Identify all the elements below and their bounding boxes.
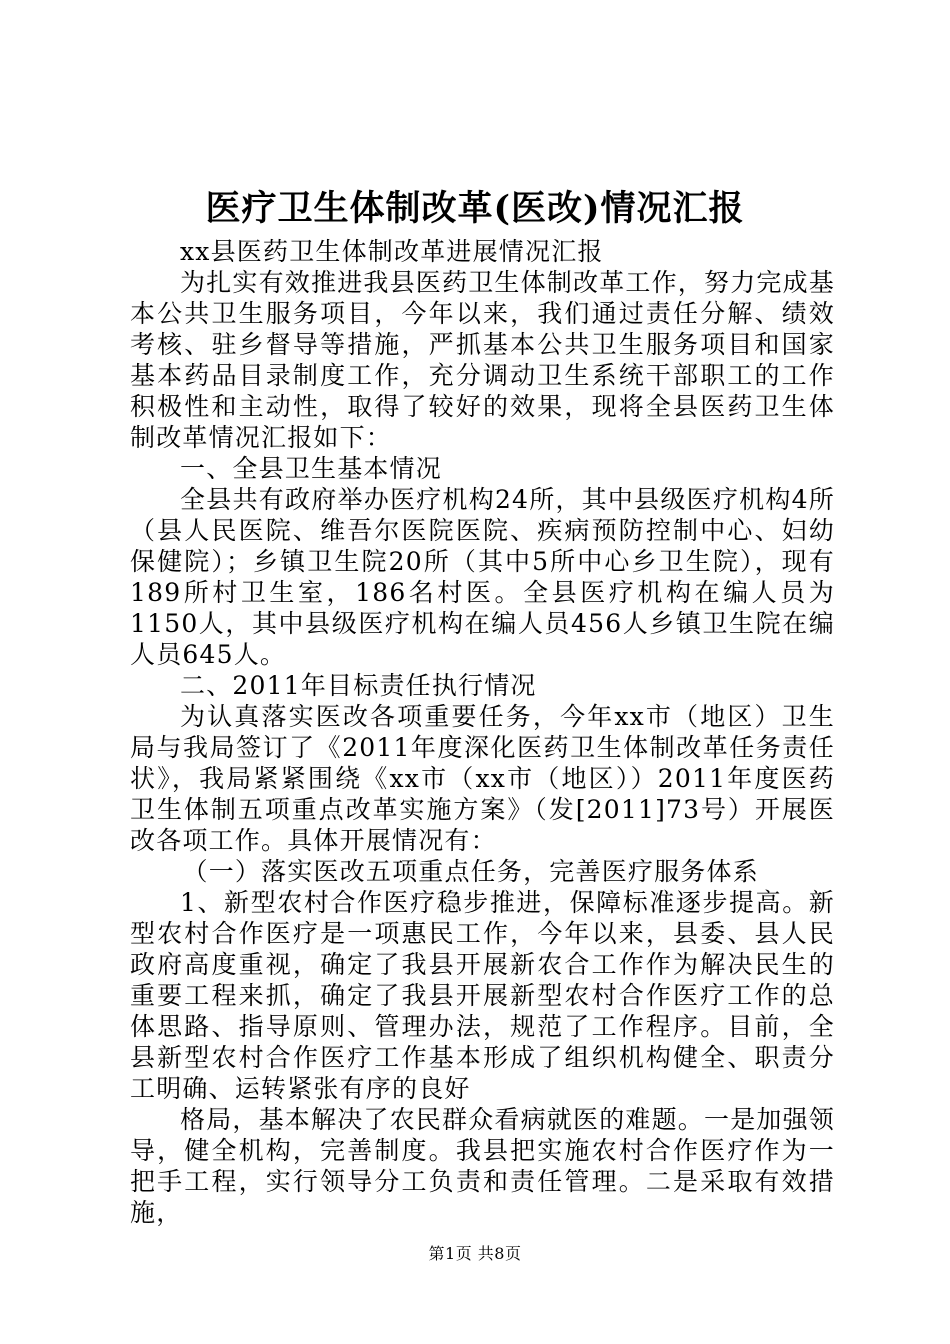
subtitle-paragraph: xx县医药卫生体制改革进展情况汇报 [180,237,604,266]
document-title: 医疗卫生体制改革(医改)情况汇报 [205,188,745,229]
section-heading-1: 一、全县卫生基本情况 [180,454,443,483]
item-1-paragraph: 1、新型农村合作医疗稳步推进，保障标准逐步提高。新型农村合作医疗是一项惠民工作，今年以来，县委、县人民政府高度重视，确定了我县开展新农合工作作为解决民生的重要工程来抓，确定了我县开展新型农村合作医疗工作的总体思路、指导原则、管理办法，规范了工作程序。目前，全县新型农村合作医疗工作基本形成了组织机构健全、职责分工明确、运转紧张有序的良好 [130,888,835,1103]
page-footer: 第1页 共8页 [428,1244,522,1263]
section-1-paragraph: 全县共有政府举办医疗机构24所，其中县级医疗机构4所（县人民医院、维吾尔医院医院、疾病预防控制中心、妇幼保健院）；乡镇卫生院20所（其中5所中心乡卫生院），现有189所村卫生室，186名村医。全县医疗机构在编人员为1150人，其中县级医疗机构在编人员456人乡镇卫生院在编人员645人。 [130,485,835,669]
item-1-continuation-paragraph: 格局，基本解决了农民群众看病就医的难题。一是加强领导，健全机构，完善制度。我县把实施农村合作医疗作为一把手工程，实行领导分工负责和责任管理。二是采取有效措施， [130,1105,836,1227]
subsection-heading-1: （一）落实医改五项重点任务，完善医疗服务体系 [182,857,759,886]
section-2-paragraph: 为认真落实医改各项重要任务，今年xx市（地区）卫生局与我局签订了《2011年度深化医药卫生体制改革任务责任状》，我局紧紧围绕《xx市（xx市（地区））2011年度医药卫生体制五项重点改革实施方案》（发[2011]73号）开展医改各项工作。具体开展情况有： [130,702,835,855]
intro-paragraph: 为扎实有效推进我县医药卫生体制改革工作，努力完成基本公共卫生服务项目，今年以来，我们通过责任分解、绩效考核、驻乡督导等措施，严抓基本公共卫生服务项目和国家基本药品目录制度工作，充分调动卫生系统干部职工的工作积极性和主动性，取得了较好的效果，现将全县医药卫生体制改革情况汇报如下： [130,268,836,452]
section-heading-2: 二、2011年目标责任执行情况 [180,671,537,700]
document-body [130,236,835,1228]
